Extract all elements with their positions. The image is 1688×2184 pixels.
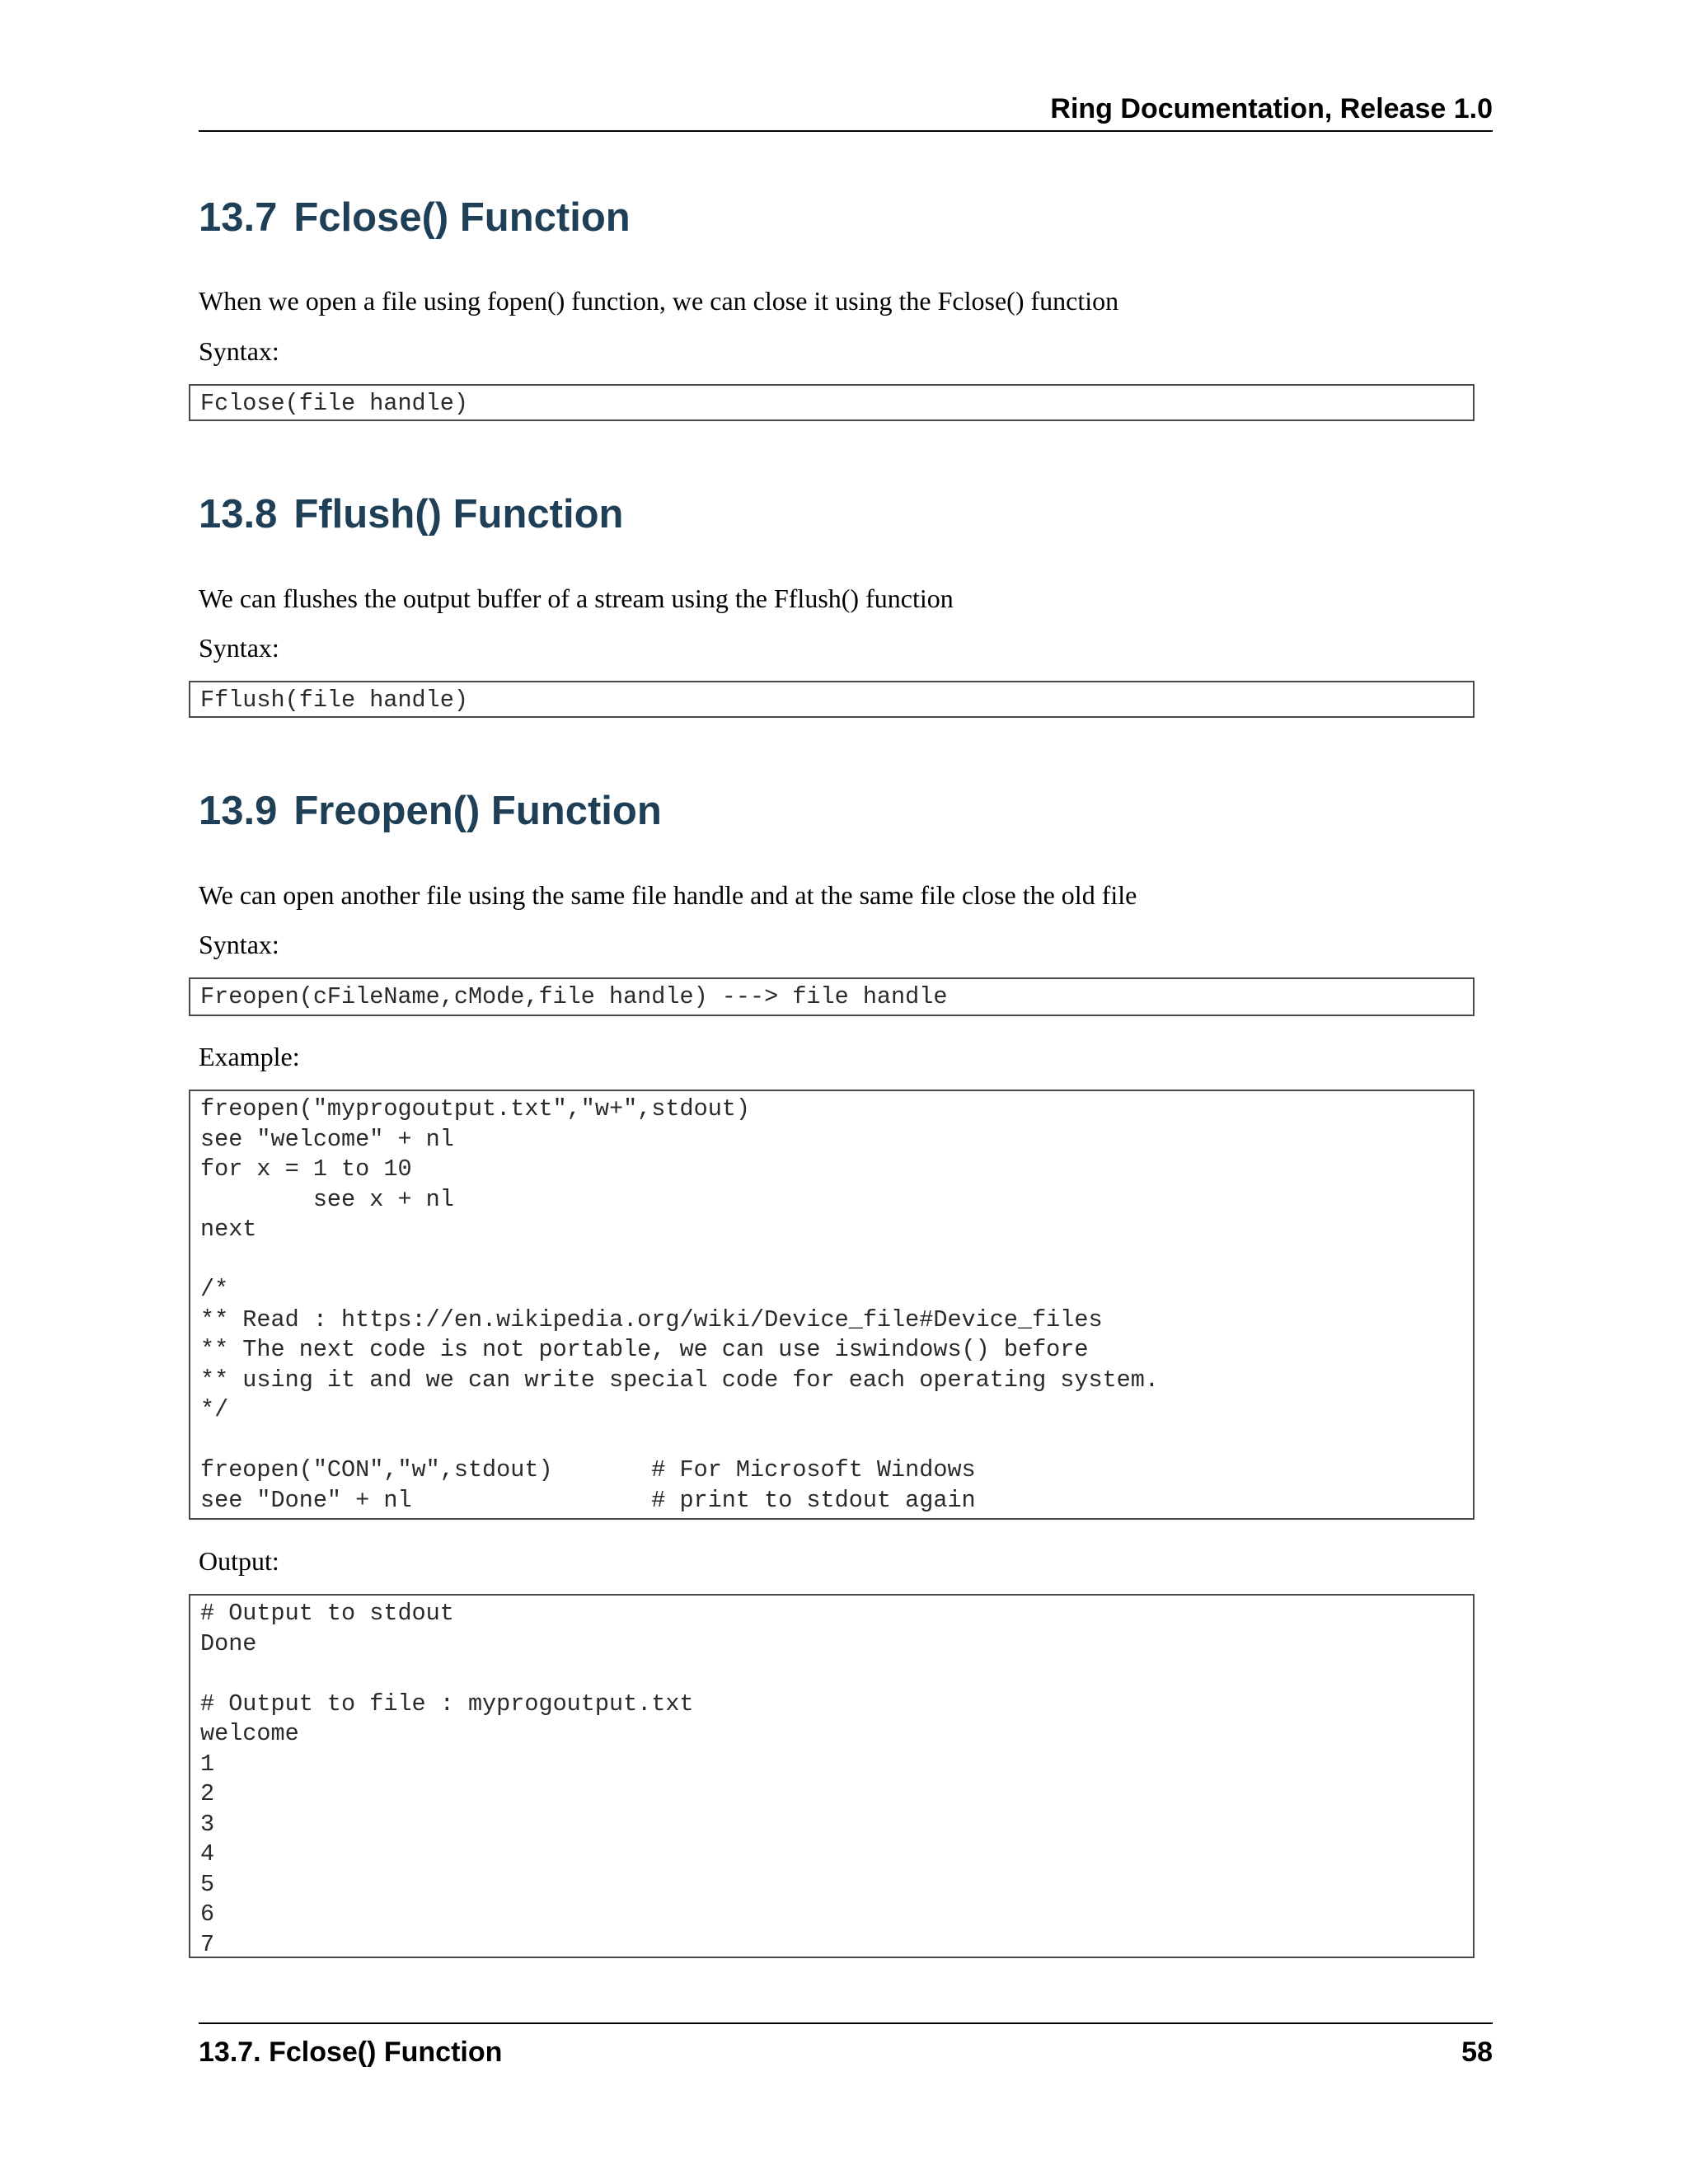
footer-section-ref: 13.7. Fclose() Function bbox=[199, 2036, 503, 2068]
section-number: 13.9 bbox=[199, 789, 278, 833]
syntax-code-block: Fclose(file handle) bbox=[189, 384, 1475, 421]
running-title: Ring Documentation, Release 1.0 bbox=[1050, 93, 1493, 124]
example-code-block: freopen("myprogoutput.txt","w+",stdout) see "welcome" + nl for x = 1 to 10 see x + nl next /* ** Read : https://en.wikipedia.org/wiki/Device_file#Device_files ** The next code is not portable, we can use iswindows() before ** using it and we can write special code for each operating system. */ freopen("CON","w",stdout) # For Microsoft Windows see "Done" + nl # print to stdout again bbox=[189, 1090, 1475, 1520]
syntax-label: Syntax: bbox=[199, 930, 279, 959]
section-title: Freopen() Function bbox=[293, 789, 662, 833]
section-number: 13.7 bbox=[199, 195, 278, 240]
page-number: 58 bbox=[1461, 2036, 1493, 2068]
syntax-code-block: Fflush(file handle) bbox=[189, 681, 1475, 718]
section-title: Fflush() Function bbox=[293, 492, 624, 537]
section-intro: We can flushes the output buffer of a stream using the Fflush() function bbox=[199, 583, 954, 613]
section-title: Fclose() Function bbox=[293, 195, 631, 240]
output-label: Output: bbox=[199, 1546, 279, 1576]
syntax-code-block: Freopen(cFileName,cMode,file handle) ---> file handle bbox=[189, 977, 1475, 1016]
syntax-label: Syntax: bbox=[199, 633, 279, 663]
section-heading-fclose bbox=[199, 193, 631, 242]
syntax-label: Syntax: bbox=[199, 336, 279, 366]
section-heading-fflush bbox=[199, 490, 623, 539]
section-heading-freopen bbox=[199, 786, 662, 836]
section-intro: When we open a file using fopen() function, we can close it using the Fclose() function bbox=[199, 286, 1119, 316]
page-footer bbox=[199, 2022, 1493, 2074]
section-number: 13.8 bbox=[199, 492, 278, 537]
example-label: Example: bbox=[199, 1042, 300, 1071]
section-intro: We can open another file using the same file handle and at the same file close the old file bbox=[199, 880, 1137, 910]
page-header bbox=[199, 89, 1493, 132]
output-code-block: # Output to stdout Done # Output to file : myprogoutput.txt welcome 1 2 3 4 5 6 7 bbox=[189, 1594, 1475, 1958]
